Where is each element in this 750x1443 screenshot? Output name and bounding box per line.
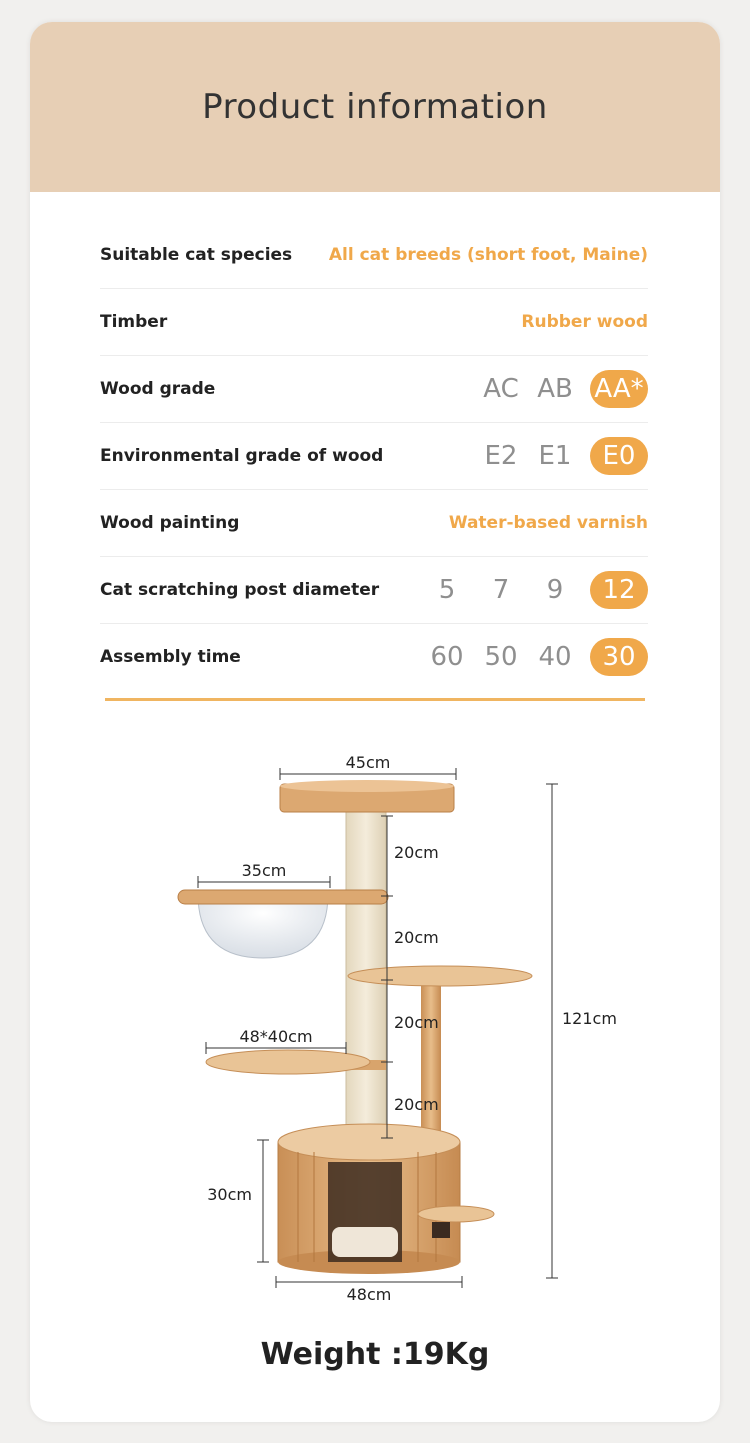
grade-option-selected: AA* bbox=[590, 370, 648, 408]
side-step bbox=[418, 1206, 494, 1222]
spec-value: All cat breeds (short foot, Maine) bbox=[328, 245, 648, 265]
base-cushion bbox=[332, 1227, 398, 1257]
left-shelf bbox=[206, 1050, 370, 1074]
cat-tree-diagram bbox=[30, 722, 720, 1342]
round-shelf bbox=[348, 966, 532, 986]
spec-row-env-grade bbox=[100, 423, 648, 490]
spec-row-species bbox=[100, 222, 648, 289]
base-width-label: 48cm bbox=[346, 1285, 392, 1304]
assembly-option: 60 bbox=[430, 642, 464, 672]
spec-label: Wood painting bbox=[100, 513, 240, 533]
assembly-option: 40 bbox=[538, 642, 572, 672]
env-option: E1 bbox=[538, 441, 572, 471]
total-height-label: 121cm bbox=[562, 1009, 617, 1028]
segment-4-label: 20cm bbox=[394, 1095, 439, 1114]
spec-label: Wood grade bbox=[100, 379, 216, 399]
spec-row-timber bbox=[100, 289, 648, 356]
grade-options bbox=[482, 370, 648, 408]
bowl-ring bbox=[178, 890, 388, 904]
spec-row-post-diameter bbox=[100, 557, 648, 624]
assembly-options bbox=[428, 638, 648, 676]
spec-row-painting bbox=[100, 490, 648, 557]
segment-1-label: 20cm bbox=[394, 843, 439, 862]
diameter-option-selected: 12 bbox=[590, 571, 648, 609]
cat-tree-illustration bbox=[30, 722, 720, 1342]
step-bracket bbox=[432, 1222, 450, 1238]
page-title: Product information bbox=[202, 87, 548, 127]
spec-label: Assembly time bbox=[100, 647, 241, 667]
base-height-label: 30cm bbox=[207, 1185, 252, 1204]
diameter-options bbox=[428, 571, 648, 609]
shelf-width-label: 48*40cm bbox=[239, 1027, 313, 1046]
spec-table bbox=[100, 222, 648, 690]
spec-row-assembly bbox=[100, 624, 648, 690]
env-option: E2 bbox=[484, 441, 518, 471]
top-platform-surface bbox=[280, 780, 454, 792]
bowl-width-label: 35cm bbox=[241, 861, 287, 880]
support-leg bbox=[421, 984, 441, 1142]
top-width-label: 45cm bbox=[345, 753, 391, 772]
assembly-option-selected: 30 bbox=[590, 638, 648, 676]
grade-option: AB bbox=[537, 374, 573, 404]
segment-2-label: 20cm bbox=[394, 928, 439, 947]
spec-value: Rubber wood bbox=[521, 312, 648, 332]
section-divider bbox=[105, 698, 645, 701]
spec-label: Timber bbox=[100, 312, 168, 332]
assembly-option: 50 bbox=[484, 642, 518, 672]
weight-text: Weight :19Kg bbox=[260, 1337, 490, 1372]
base-top bbox=[278, 1124, 460, 1160]
spec-value: Water-based varnish bbox=[448, 513, 648, 533]
diameter-option: 5 bbox=[438, 575, 456, 605]
diameter-option: 7 bbox=[492, 575, 510, 605]
diameter-option: 9 bbox=[546, 575, 564, 605]
grade-option: AC bbox=[483, 374, 519, 404]
spec-label: Suitable cat species bbox=[100, 245, 293, 265]
spec-row-wood-grade bbox=[100, 356, 648, 423]
env-options bbox=[482, 437, 648, 475]
segment-3-label: 20cm bbox=[394, 1013, 439, 1032]
header-banner bbox=[30, 22, 720, 192]
spec-label: Environmental grade of wood bbox=[100, 446, 384, 466]
env-option-selected: E0 bbox=[590, 437, 648, 475]
product-info-card bbox=[30, 22, 720, 1422]
spec-label: Cat scratching post diameter bbox=[100, 580, 380, 600]
